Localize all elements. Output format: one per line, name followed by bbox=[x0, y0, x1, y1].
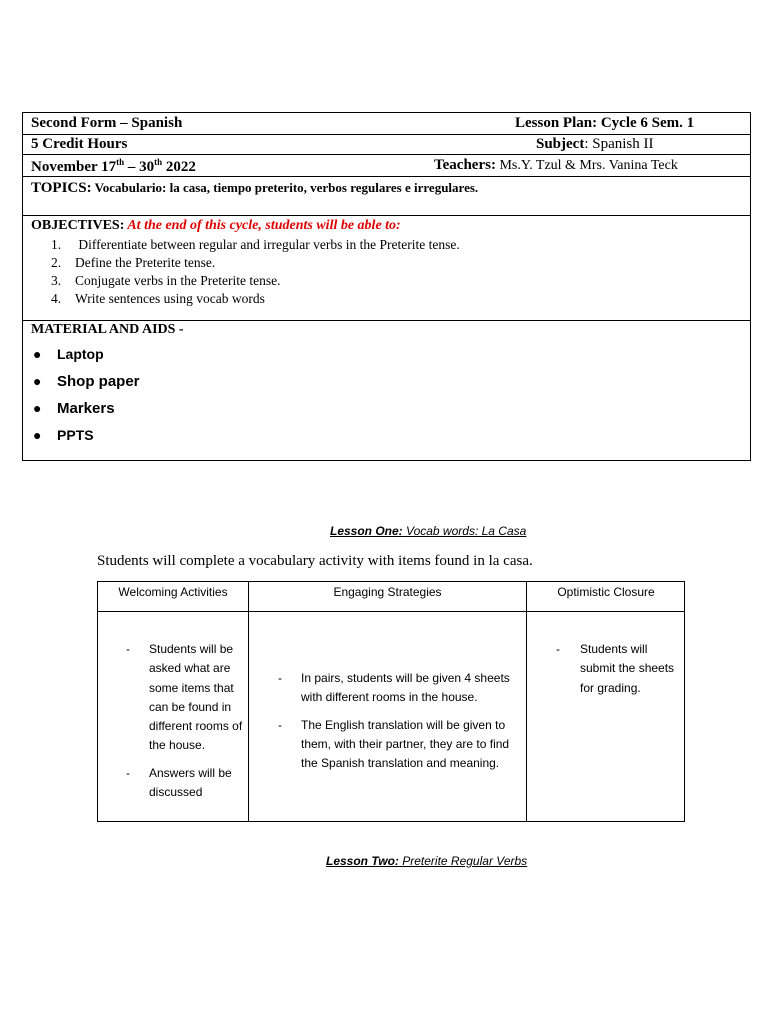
column-header-welcoming: Welcoming Activities bbox=[118, 585, 228, 599]
topics-row bbox=[23, 177, 750, 216]
dates-row bbox=[23, 155, 750, 177]
date-suffix-start: th bbox=[116, 157, 125, 167]
objective-number: 3. bbox=[51, 273, 62, 288]
material-heading: MATERIAL AND AIDS - bbox=[31, 322, 184, 337]
list-item bbox=[278, 669, 518, 708]
lesson-one-title bbox=[330, 524, 526, 538]
lesson-one-topic: Vocab words: La Casa bbox=[402, 524, 527, 538]
objective-number: 2. bbox=[51, 255, 62, 270]
objectives-intro: At the end of this cycle, students will be able to: bbox=[124, 218, 401, 233]
material-item-text: Laptop bbox=[57, 346, 104, 362]
engaging-strategies-cell bbox=[278, 669, 518, 773]
list-item-text: Students will submit the sheets for grading. bbox=[580, 642, 675, 695]
topics-label: TOPICS: bbox=[31, 180, 92, 196]
bullet-icon: ● bbox=[33, 400, 42, 416]
list-item-text: Answers will be discussed bbox=[149, 765, 232, 800]
lesson-two-label: Lesson Two: bbox=[326, 854, 399, 868]
date-suffix-end: th bbox=[154, 157, 163, 167]
material-item-text: PPTS bbox=[57, 427, 94, 443]
lesson-one-label: Lesson One: bbox=[330, 524, 403, 538]
dash-icon: - bbox=[126, 642, 130, 656]
dash-icon: - bbox=[556, 642, 560, 656]
column-divider bbox=[526, 582, 527, 821]
teachers bbox=[434, 157, 678, 174]
lesson-plan-label: Lesson Plan: Cycle 6 Sem. 1 bbox=[515, 115, 695, 131]
objective-text: Write sentences using vocab words bbox=[75, 291, 265, 306]
bullet-icon: ● bbox=[33, 427, 42, 443]
bullet-icon: ● bbox=[33, 373, 42, 389]
objective-item bbox=[51, 254, 460, 272]
list-item bbox=[126, 640, 244, 756]
lesson-two-topic: Preterite Regular Verbs bbox=[398, 854, 528, 868]
list-item bbox=[278, 716, 518, 774]
list-item bbox=[556, 640, 676, 698]
lesson-one-table bbox=[97, 581, 685, 822]
column-header-engaging: Engaging Strategies bbox=[333, 585, 442, 599]
teachers-value: Ms.Y. Tzul & Mrs. Vanina Teck bbox=[495, 158, 678, 173]
dash-icon: - bbox=[278, 671, 282, 685]
list-item-text: Students will be asked what are some items that can be found in different rooms of the house. bbox=[149, 642, 243, 753]
list-item-text: The English translation will be given to them, with their partner, they are to find the Spanish translation and meaning. bbox=[301, 717, 510, 771]
credit-hours: 5 Credit Hours bbox=[31, 136, 128, 152]
objective-item bbox=[51, 236, 460, 254]
header-divider bbox=[98, 611, 684, 612]
objective-number: 1. bbox=[51, 237, 62, 252]
objectives-heading bbox=[31, 218, 401, 234]
list-item-text: In pairs, students will be given 4 sheets with different rooms in the house. bbox=[301, 671, 510, 705]
column-header-closure: Optimistic Closure bbox=[557, 585, 655, 599]
material-row bbox=[23, 321, 750, 460]
subject bbox=[536, 136, 654, 153]
optimistic-closure-cell bbox=[556, 640, 676, 698]
lesson-two-title bbox=[326, 854, 527, 868]
form-title: Second Form – Spanish bbox=[31, 115, 183, 131]
subject-label: Subject bbox=[536, 136, 585, 152]
material-item-text: Markers bbox=[57, 400, 115, 417]
objectives-list bbox=[51, 236, 460, 308]
objective-text: Differentiate between regular and irregular verbs in the Preterite tense. bbox=[75, 237, 460, 252]
objective-text: Define the Preterite tense. bbox=[75, 255, 216, 270]
form-row bbox=[23, 113, 750, 135]
material-item-text: Shop paper bbox=[57, 373, 140, 390]
lesson-plan-header-table bbox=[22, 112, 751, 461]
objective-number: 4. bbox=[51, 291, 62, 306]
objectives-label: OBJECTIVES: bbox=[31, 218, 125, 233]
welcoming-activities-cell bbox=[126, 640, 244, 802]
teachers-label: Teachers: bbox=[434, 157, 496, 173]
column-divider bbox=[248, 582, 249, 821]
date-range bbox=[31, 157, 196, 176]
dash-icon: - bbox=[126, 765, 130, 780]
subject-value: : Spanish II bbox=[584, 136, 654, 152]
objective-text: Conjugate verbs in the Preterite tense. bbox=[75, 273, 281, 288]
objectives-row bbox=[23, 216, 750, 321]
objective-item bbox=[51, 272, 460, 290]
credit-hours-row bbox=[23, 135, 750, 155]
lesson-one-description: Students will complete a vocabulary activity with items found in la casa. bbox=[97, 553, 533, 569]
list-item bbox=[126, 764, 244, 803]
topics-line bbox=[31, 179, 478, 197]
date-start: November 17 bbox=[31, 159, 117, 175]
topics-text: Vocabulario: la casa, tiempo preterito, verbos regulares e irregulares. bbox=[91, 180, 479, 195]
date-end: – 30 bbox=[124, 159, 155, 175]
bullet-icon: ● bbox=[33, 346, 42, 362]
dash-icon: - bbox=[278, 717, 282, 732]
objective-item bbox=[51, 290, 460, 308]
date-year: 2022 bbox=[162, 159, 196, 175]
